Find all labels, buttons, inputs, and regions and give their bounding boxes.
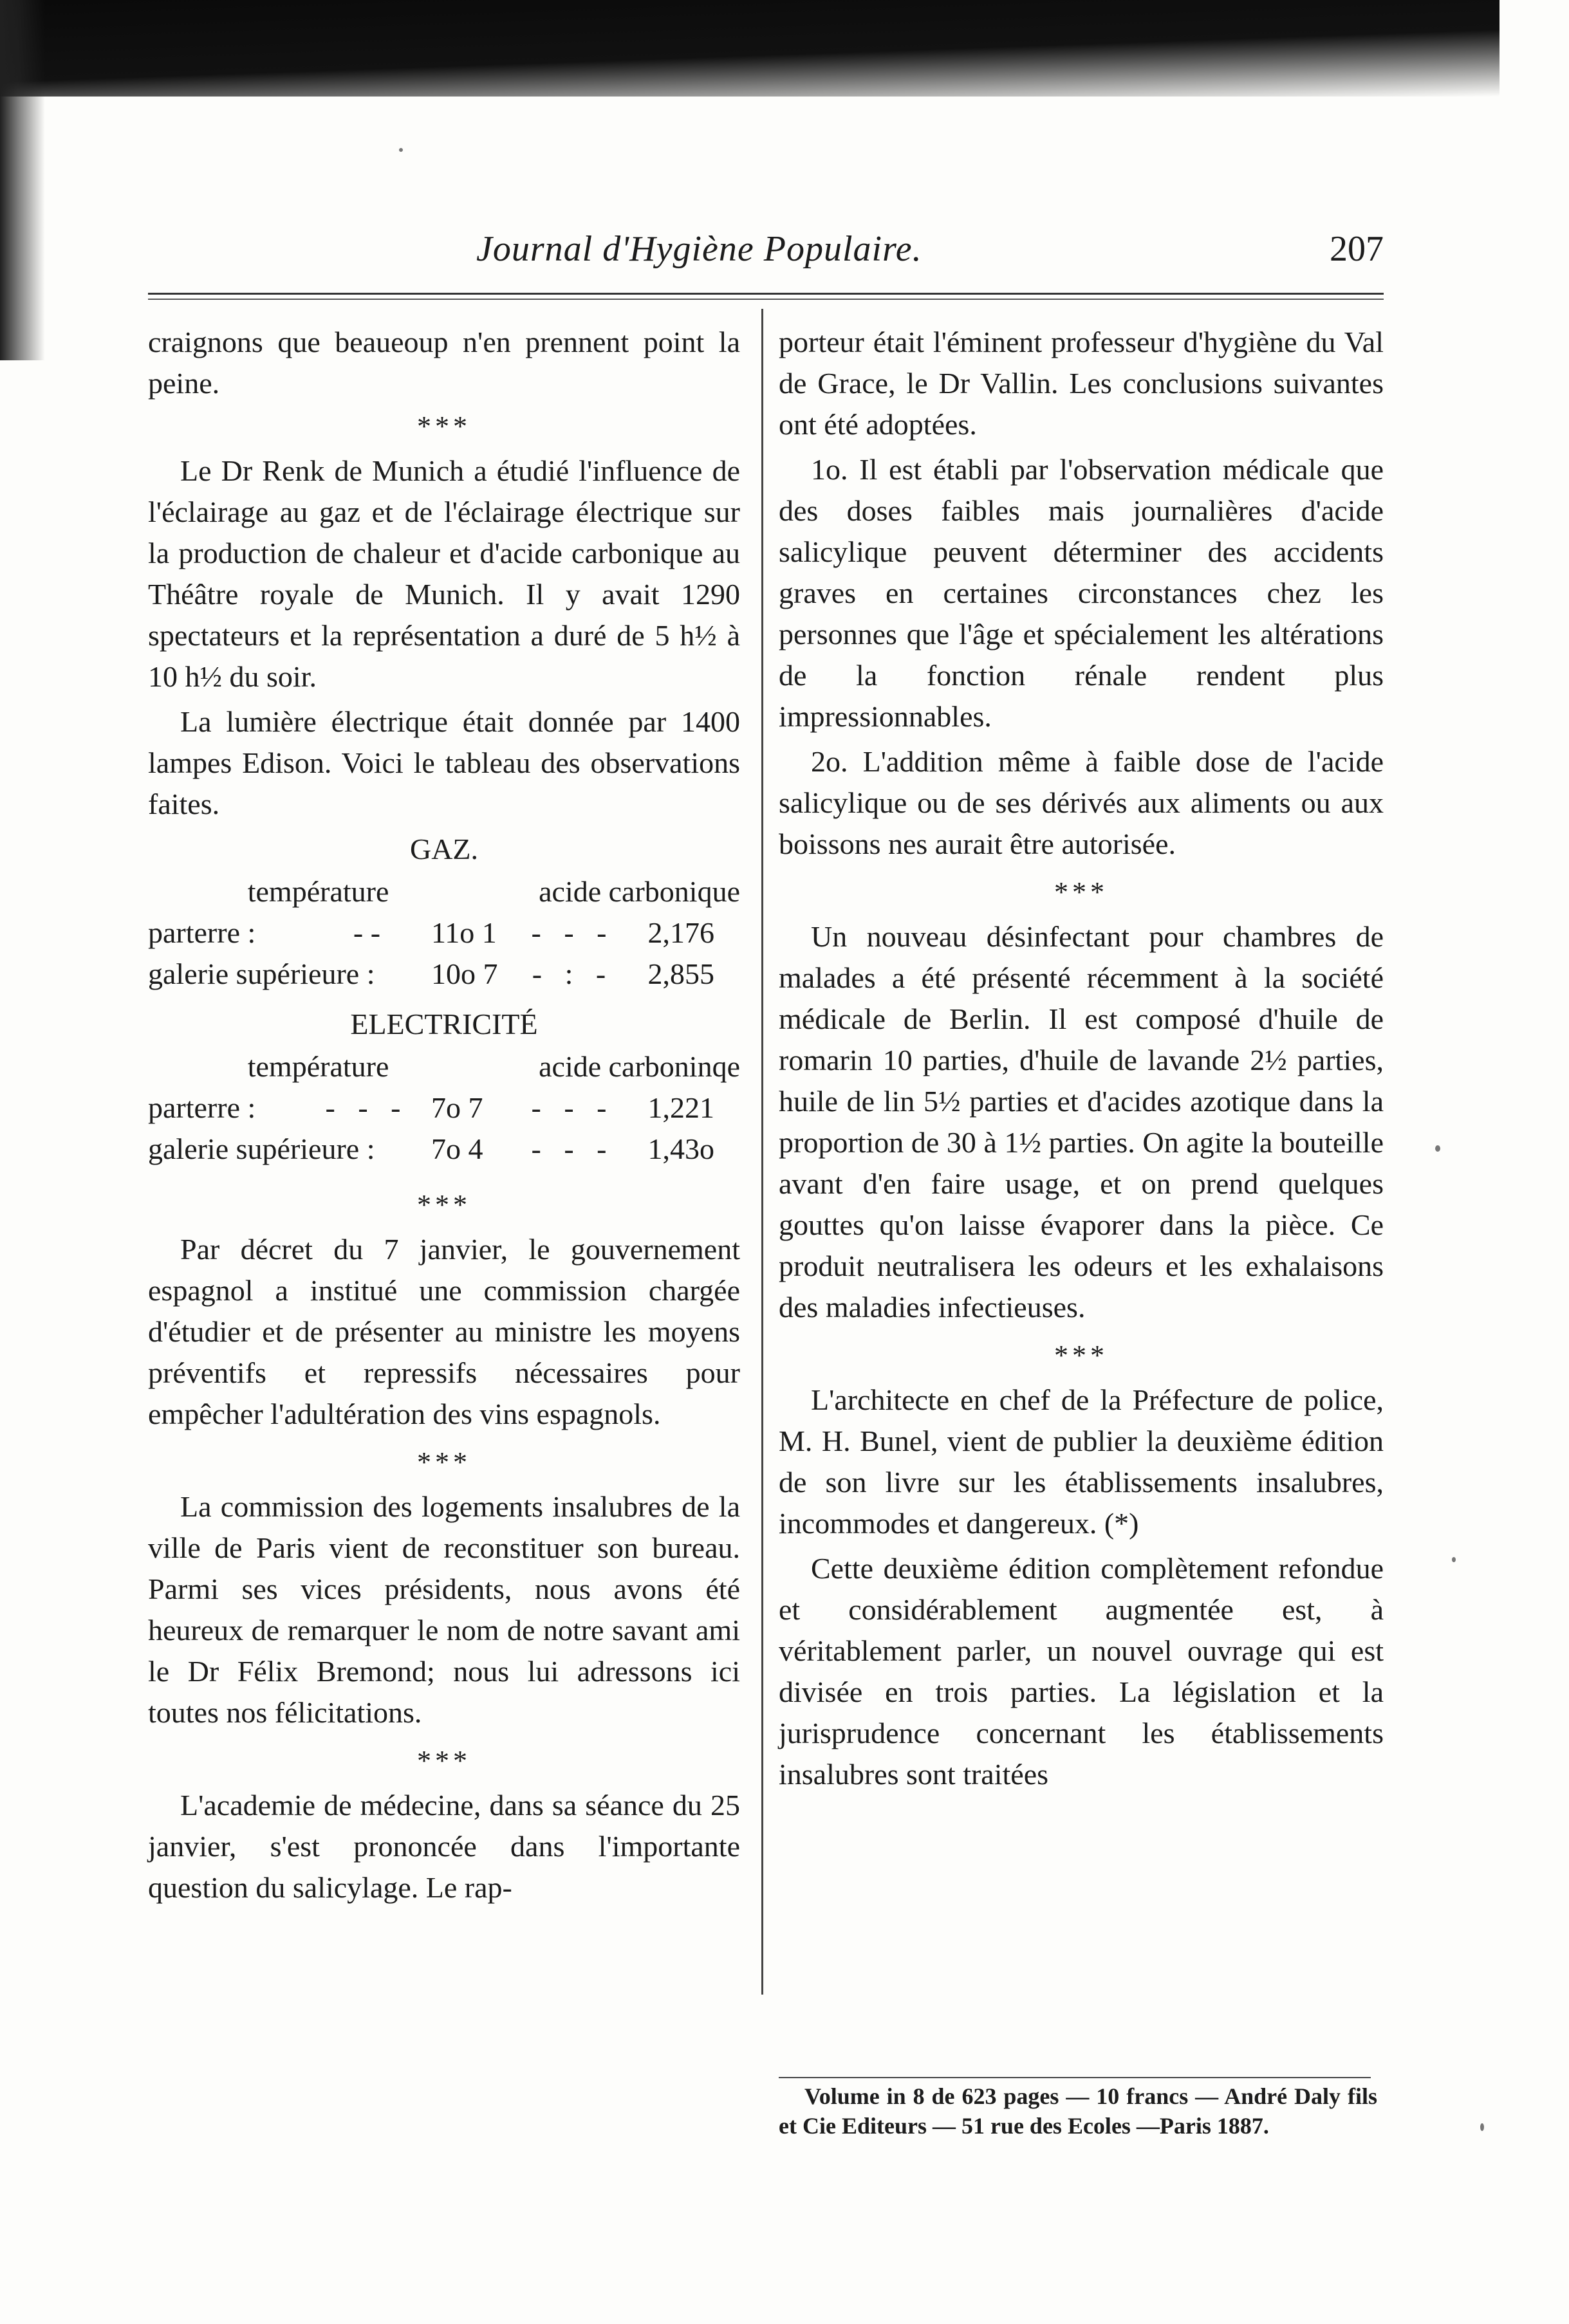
table-row [148, 954, 740, 995]
journal-title: Journal d'Hygiène Populaire. [476, 229, 922, 269]
electricite-table-header [148, 1046, 740, 1087]
electricite-table-title: ELECTRICITÉ [350, 1008, 538, 1040]
paragraph: Cette deuxième édition complètement refondue et considérablement augmentée est, à véritablement parler, un nouvel ouvrage qui est divisée en trois parties. La législation et la jurisprudence concernant les établissements insalubres sont traitées [779, 1552, 1384, 1791]
col-co2: acide carbonique [539, 875, 740, 908]
paragraph: craignons que beaueoup n'en prennent point la peine. [148, 326, 740, 400]
paragraph: La commission des logements insalubres de la ville de Paris vient de reconstituer son bureau. Parmi ses vices présidents, nous avons été heureux de remarquer le nom de notre savant ami le Dr Félix Bremond; nous lui adressons ici toutes nos félicitations. [148, 1490, 740, 1729]
paragraph: 2o. L'addition même à faible dose de l'acide salicylique ou de ses dérivés aux aliments ou aux boissons nes aurait être autorisée. [779, 745, 1384, 860]
paragraph: L'academie de médecine, dans sa séance du 25 janvier, s'est prononcée dans l'importante question du salicylage. Le rap- [148, 1789, 740, 1904]
scan-border-left [0, 0, 45, 360]
row-label: parterre : [148, 916, 256, 949]
paragraph: Un nouveau désinfectant pour chambres de malades a été présenté récemment à la société médicale de Berlin. Il est composé d'huile de romarin 10 parties, d'huile de lavande 2½ parties, huile de lin 5½ parties et d'acides azotique dans la proportion de 30 à 1½ parties. On agite la bouteille avant d'en faire usage, et on prend quelques gouttes qu'on laisse évaporer dans la pièce. Ce produit neutralisera les odeurs et les exhalaisons des maladies infectieuses. [779, 920, 1384, 1323]
running-head [148, 228, 1384, 286]
row-temperature: 11o 1 [431, 916, 497, 949]
row-temperature: 7o 7 [431, 1091, 483, 1124]
row-co2: 2,176 [647, 916, 714, 949]
paragraph: Par décret du 7 janvier, le gouvernement espagnol a institué une commission chargée d'étudier et de présenter au ministre les moyens préventifs et repressifs nécessaires pour empêcher l'adultération des vins espagnols. [148, 1233, 740, 1430]
scan-border-top [0, 0, 1499, 97]
column-divider [761, 309, 763, 1995]
gaz-table-title: GAZ. [409, 833, 479, 865]
page-number: 207 [1330, 229, 1384, 269]
row-label: galerie supérieure : [148, 957, 375, 990]
paragraph: La lumière électrique était donnée par 1400 lampes Edison. Voici le tableau des observations faites. [148, 705, 740, 820]
row-label: parterre : [148, 1091, 256, 1124]
asterism-separator: *** [417, 1745, 471, 1776]
scan-speck [1452, 1557, 1456, 1562]
scan-speck [1435, 1145, 1440, 1152]
table-row [148, 1129, 740, 1170]
footnote [779, 2081, 1377, 2141]
row-co2: 2,855 [647, 957, 714, 990]
scan-speck [399, 148, 403, 152]
col-temperature: température [247, 1050, 389, 1083]
asterism-separator: *** [1054, 876, 1108, 908]
paragraph: Le Dr Renk de Munich a étudié l'influence de l'éclairage au gaz et de l'éclairage électrique sur la production de chaleur et d'acide carbonique au Théâtre royale de Munich. Il y avait 1290 spectateurs et la représentation a duré de 5 h½ à 10 h½ du soir. [148, 454, 740, 693]
row-leader: - - - [531, 916, 615, 949]
header-rule [148, 293, 1384, 295]
asterism-separator: *** [417, 1189, 471, 1221]
footnote-text: Volume in 8 de 623 pages — 10 francs — André Daly fils et Cie Editeurs — 51 rue des Ecoles —Paris 1887. [779, 2083, 1377, 2139]
asterism-separator: *** [1054, 1340, 1108, 1371]
scan-speck [1480, 2123, 1484, 2131]
right-column [779, 322, 1384, 1799]
col-temperature: température [247, 875, 389, 908]
row-leader: - - [353, 916, 381, 949]
paragraph: porteur était l'éminent professeur d'hygiène du Val de Grace, le Dr Vallin. Les conclusions suivantes ont été adoptées. [779, 326, 1384, 441]
row-temperature: 7o 4 [431, 1132, 483, 1165]
paragraph: 1o. Il est établi par l'observation médicale que des doses faibles mais journalières d'acide salicylique peuvent déterminer des accidents graves en certaines circonstances chez les personnes que l'âge et spécialement les altérations de la fonction rénale rendent plus impressionnables. [779, 453, 1384, 733]
row-leader: - - - [325, 1091, 409, 1124]
table-row [148, 1087, 740, 1129]
row-leader: - - - [531, 1132, 615, 1165]
header-rule-thin [148, 299, 1384, 300]
asterism-separator: *** [417, 410, 471, 442]
footnote-rule [779, 2077, 1371, 2078]
gaz-table-header [148, 871, 740, 912]
row-temperature: 10o 7 [431, 957, 498, 990]
table-row [148, 912, 740, 954]
asterism-separator: *** [417, 1446, 471, 1478]
col-co2: acide carboninqe [539, 1050, 740, 1083]
row-label: galerie supérieure : [148, 1132, 375, 1165]
row-leader: - : - [532, 957, 614, 990]
left-column [148, 322, 740, 1912]
row-co2: 1,221 [647, 1091, 714, 1124]
row-co2: 1,43o [647, 1132, 714, 1165]
row-leader: - - - [531, 1091, 615, 1124]
paragraph: L'architecte en chef de la Préfecture de police, M. H. Bunel, vient de publier la deuxième édition de son livre sur les établissements insalubres, incommodes et dangereux. (*) [779, 1383, 1384, 1540]
